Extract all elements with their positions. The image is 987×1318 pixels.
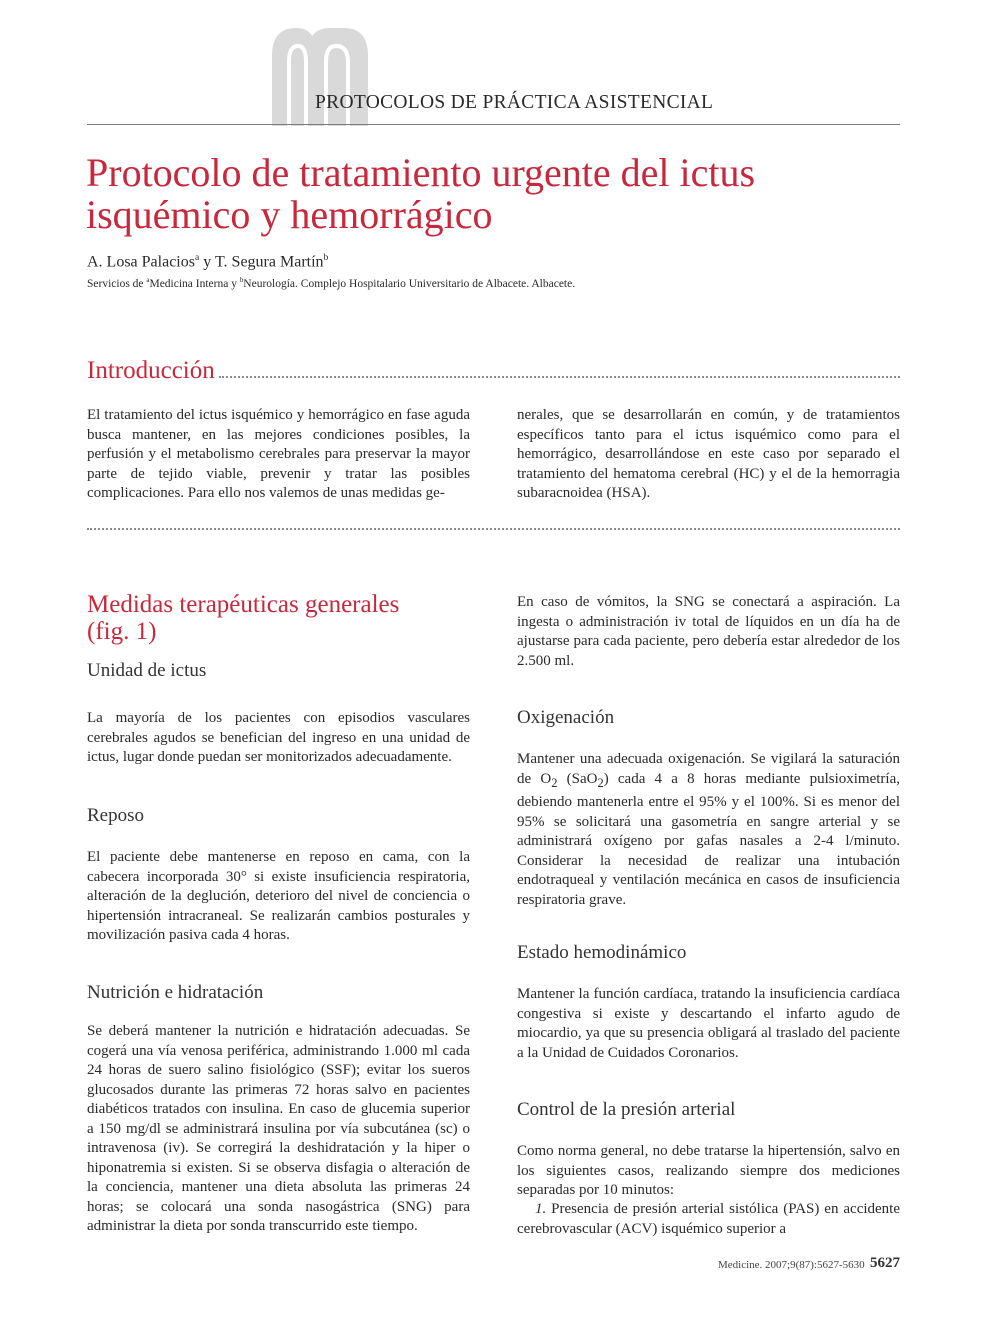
article-title: Protocolo de tratamiento urgente del ictus isquémico y hemorrágico [86, 150, 756, 237]
presion-paragraph: Como norma general, no debe tratarse la hipertensión, salvo en los siguientes casos, realizando siempre dos mediciones separadas por 10 minutos: [517, 1143, 900, 1198]
intro-paragraph-left: El tratamiento del ictus isquémico y hemorrágico en fase aguda busca mantener, en las mejores condiciones posibles, la perfusión y el metabolismo cerebrales para preservar la mayor parte de tejido viable, prevenir y tratar las posibles complicaciones. Para ello nos valemos de unas medidas ge- [87, 407, 470, 501]
authors: A. Losa Palacios$^a$ y T. Segura Martín$^b$ [87, 252, 329, 271]
vomitos-paragraph: En caso de vómitos, la SNG se conectará a aspiración. La ingesta o administración iv total de líquidos en un día ha de ajustarse para cada paciente, pero debería estar alrededor de los 2.500 ml. [517, 594, 900, 669]
page-number: 5627 [870, 1255, 900, 1271]
intro-dotted-rule [87, 528, 900, 530]
nutricion-heading: Nutrición e hidratación [87, 982, 264, 1003]
intro-paragraph-right: nerales, que se desarrollarán en común, y de tratamientos específicos tanto para el ictus isquémico como para el hemorrágico, desarrollándose en este caso por separado el tratamiento del hematoma cerebral (HC) y el de la hemorragia subaracnoidea (HSA). [517, 407, 900, 501]
journal-citation: Medicine. 2007;9(87):5627-5630 [718, 1259, 865, 1271]
reposo-paragraph: El paciente debe mantenerse en reposo en cama, con la cabecera incorporada 30° si existe insuficiencia respiratoria, alteración de la deglución, deterioro del nivel de conciencia o hipertensión intracraneal. Se realizarán cambios posturales y movilización pasiva cada 4 horas. [87, 849, 470, 943]
header-rule [87, 124, 900, 125]
affiliation: Servicios de $^a$Medicina Interna y $^b$Neurología. Complejo Hospitalario Universitario de Albacete. Albacete. [87, 277, 576, 290]
intro-heading: Introducción [87, 357, 900, 384]
reposo-heading: Reposo [87, 805, 144, 826]
presion-list-item: 1. Presencia de presión arterial sistólica (PAS) en accidente cerebrovascular (ACV) isquémico superior a [517, 1201, 900, 1237]
unidad-heading: Unidad de ictus [87, 660, 207, 681]
nutricion-paragraph: Se deberá mantener la nutrición e hidratación adecuadas. Se cogerá una vía venosa periférica, administrando 1.000 ml cada 24 horas de suero salino fisiológico (SSF); evitar los sueros glucosados durante las primeras 72 horas salvo en pacientes diabéticos tratados con insulina. En caso de glucemia superior a 150 mg/dl se administrará insulina por vía subcutánea (sc) o intravenosa (iv). Se corregirá la deshidratación y la hiper o hiponatremia si existen. Si se observa disfagia o alteración de la conciencia, mantener una dieta absoluta las primeras 24 horas; se colocará una sonda nasogástrica (SNG) para administrar la dieta por sonda transcurrido este tiempo. [87, 1023, 470, 1234]
oxigenacion-heading: Oxigenación [517, 707, 615, 728]
unidad-paragraph: La mayoría de los pacientes con episodios vasculares cerebrales agudos se benefician del ingreso en una unidad de ictus, lugar donde puedan ser monitorizados adecuadamente. [87, 710, 470, 765]
section-label: PROTOCOLOS DE PRÁCTICA ASISTENCIAL [315, 92, 714, 113]
author-1: A. Losa Palacios [87, 253, 195, 271]
presion-heading: Control de la presión arterial [517, 1099, 736, 1120]
medidas-heading: Medidas terapéuticas generales (fig. 1) [87, 591, 400, 645]
hemodinamico-heading: Estado hemodinámico [517, 942, 687, 963]
hemodinamico-paragraph: Mantener la función cardíaca, tratando la insuficiencia cardíaca congestiva si existe y descartando el infarto agudo de miocardio, ya que su presencia obligará al traslado del paciente a la Unidad de Cuidados Coronarios. [517, 986, 900, 1061]
author-2: T. Segura Martín [214, 253, 324, 271]
oxigenacion-paragraph: Mantener una adecuada oxigenación. Se vigilará la saturación de $O_2$ (SaO$_2$) cada 4 a 8 horas mediante pulsioximetría, debiendo mantenerla entre el 95% y el 100%. Si es menor del 95% se solicitará una gasometría en sangre arterial y se administrará oxígeno por gafas nasales a 2-4 l/minuto. Considerar la necesidad de realizar una intubación endotraqueal y ventilación mecánica en casos de insuficiencia respiratoria grave. [517, 751, 900, 908]
heading-dot-leader [219, 375, 900, 378]
